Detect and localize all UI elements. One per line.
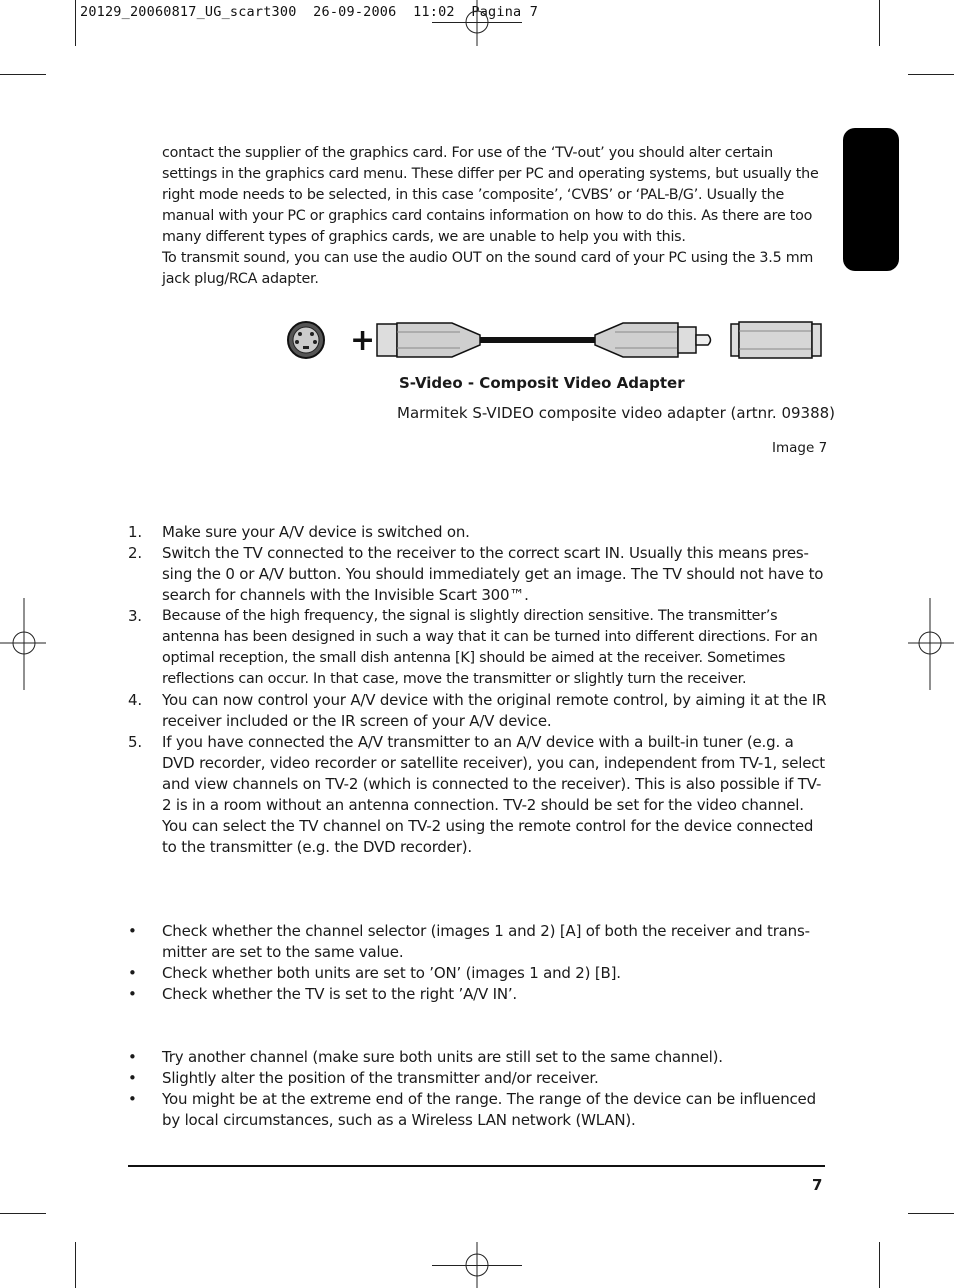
figure-caption: Marmitek S-VIDEO composite video adapter (artnr. 09388): [397, 404, 836, 422]
figure-label: Image 7: [772, 440, 828, 456]
step-text: Because of the high frequency, the signal is slightly direction sensitive. The transmitter’s antenna has been designed in such a way that it can be turned into different directions. For an optimal reception, the small dish antenna [K] should be aimed at the receiver. Sometimes reflections can occur. In that case, move the transmitter or slightly turn the receiver.: [162, 608, 818, 687]
tip-text: Try another channel (make sure both units are still set to the same channel).: [162, 1048, 723, 1066]
list-item: [128, 1047, 828, 1068]
figure-title: S-Video - Composit Video Adapter: [399, 374, 685, 392]
tips-list: [128, 1047, 828, 1131]
list-item: [128, 606, 828, 690]
bullet: •: [128, 1069, 137, 1087]
bullet: •: [128, 1090, 137, 1108]
tip-text: Slightly alter the position of the transmitter and/or receiver.: [162, 1069, 599, 1087]
steps-list: [128, 522, 828, 858]
bullet: •: [128, 985, 137, 1003]
adapter-illustration: [280, 315, 830, 365]
list-item: [128, 522, 828, 543]
list-item: [128, 1068, 828, 1089]
rca-socket-icon: [731, 322, 821, 358]
step-number: 3.: [128, 607, 142, 625]
intro-paragraph-1: contact the supplier of the graphics card. For use of the ‘TV-out’ you should alter certain settings in the graphics card menu. These differ per PC and operating systems, but usually the right mode needs to be selected, in this case ’composite’, ‘CVBS’ or ‘PAL-B/G’. Usually the manual with your PC or graphics card contains information on how to do this. As there are too many different types of graphics cards, we are unable to help you with this.: [162, 145, 819, 245]
step-number: 1.: [128, 523, 142, 541]
section-tab: [843, 128, 899, 271]
list-item: [128, 984, 828, 1005]
list-item: [128, 921, 828, 963]
list-item: [128, 543, 828, 606]
page-number: 7: [812, 1176, 823, 1194]
tip-text: You might be at the extreme end of the range. The range of the device can be influenced by local circumstances, such as a Wireless LAN network (WLAN).: [162, 1090, 816, 1129]
print-slug: 20129_20060817_UG_scart300 26-09-2006 11:02 Pagina 7: [80, 4, 539, 20]
list-item: [128, 690, 828, 732]
step-number: 5.: [128, 733, 142, 751]
bullet: •: [128, 922, 137, 940]
list-item: [128, 732, 828, 858]
check-text: Check whether the TV is set to the right ’A/V IN’.: [162, 985, 518, 1003]
list-item: [128, 1089, 828, 1131]
step-text: Switch the TV connected to the receiver to the correct scart IN. Usually this means pres-sing the 0 or A/V button. You should immediately get an image. The TV should not have to search for channels with the Invisible Scart 300™.: [162, 544, 824, 604]
svideo-plug-icon: [377, 323, 480, 357]
step-text: Make sure your A/V device is switched on.: [162, 523, 470, 541]
cable: [480, 337, 595, 343]
bullet: •: [128, 1048, 137, 1066]
intro-text: [162, 143, 827, 290]
footer-rule: [128, 1165, 825, 1167]
svideo-connector-icon: [288, 322, 324, 358]
step-text: You can now control your A/V device with the original remote control, by aiming it at the IR receiver included or the IR screen of your A/V device.: [162, 691, 827, 730]
check-text: Check whether the channel selector (images 1 and 2) [A] of both the receiver and trans-mitter are set to the same value.: [162, 922, 810, 961]
step-text: If you have connected the A/V transmitter to an A/V device with a built-in tuner (e.g. a DVD recorder, video recorder or satellite receiver), you can, independent from TV-1, select and view channels on TV-2 (which is connected to the receiver). This is also possible if TV-2 is in a room without an antenna connection. TV-2 should be set for the video channel. You can select the TV channel on TV-2 using the remote control for the device connected to the transmitter (e.g. the DVD recorder).: [162, 733, 825, 856]
step-number: 4.: [128, 691, 142, 709]
bullet: •: [128, 964, 137, 982]
rca-plug-icon: [595, 323, 711, 357]
check-text: Check whether both units are set to ’ON’ (images 1 and 2) [B].: [162, 964, 621, 982]
intro-paragraph-2: To transmit sound, you can use the audio OUT on the sound card of your PC using the 3.5 mm jack plug/RCA adapter.: [162, 250, 814, 287]
step-number: 2.: [128, 544, 142, 562]
list-item: [128, 963, 828, 984]
plus-sign: +: [350, 323, 376, 358]
checks-list: [128, 921, 828, 1005]
